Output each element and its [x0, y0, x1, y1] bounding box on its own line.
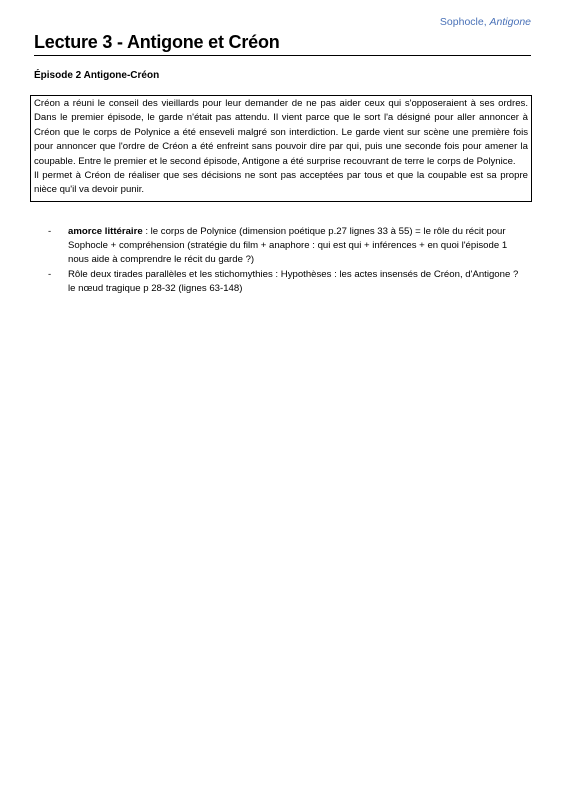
bullet-list: [48, 225, 522, 296]
running-header: [440, 16, 531, 28]
bullet-marker: -: [48, 268, 52, 280]
bullet-text: Rôle deux tirades parallèles et les stichomythies : Hypothèses : les actes insensés de Créon, d'Antigone ? le nœud tragique p 28-32 (lignes 63-148): [68, 268, 519, 294]
bullet-marker: -: [48, 226, 52, 237]
section-subtitle: Épisode 2 Antigone-Créon: [34, 70, 160, 81]
summary-box: [30, 95, 532, 202]
list-item: [48, 268, 522, 296]
summary-paragraph-2: Il permet à Créon de réaliser que ses décisions ne sont pas acceptées par tous et que la coupable est sa propre nièce qu'il va devoir punir.: [34, 170, 528, 196]
header-author: Sophocle,: [439, 16, 487, 28]
list-item: [48, 225, 522, 268]
page-title: Lecture 3 - Antigone et Créon: [34, 32, 531, 56]
bullet-text: : le corps de Polynice (dimension poétique p.27 lignes 33 à 55) = le rôle du récit pour Sophocle + compréhension (stratégie du film + anaphore : qui est qui + inférences + en quoi l'épisode 1 nous aide à comprendre le récit du garde ?): [68, 226, 508, 266]
bullet-bold-term: amorce littéraire: [68, 226, 143, 237]
header-work-title: Antigone: [489, 16, 531, 28]
summary-paragraph-1: Créon a réuni le conseil des vieillards pour leur demander de ne pas aider ceux qui s'opposeraient à ses ordres. Dans le premier épisode, le garde n'était pas attendu. Il vient parce que le sort l'a désigné pour aller annoncer à Créon que le corps de Polynice a été enseveli malgré son interdiction. Le garde vient sur scène une première fois pour annoncer que l'ordre de Créon a été enfreint sans pouvoir dire par qui, puis une seconde fois pour amener la coupable. Entre le premier et le second épisode, Antigone a été surprise recouvrant de terre le corps de Polynice.: [34, 98, 528, 167]
